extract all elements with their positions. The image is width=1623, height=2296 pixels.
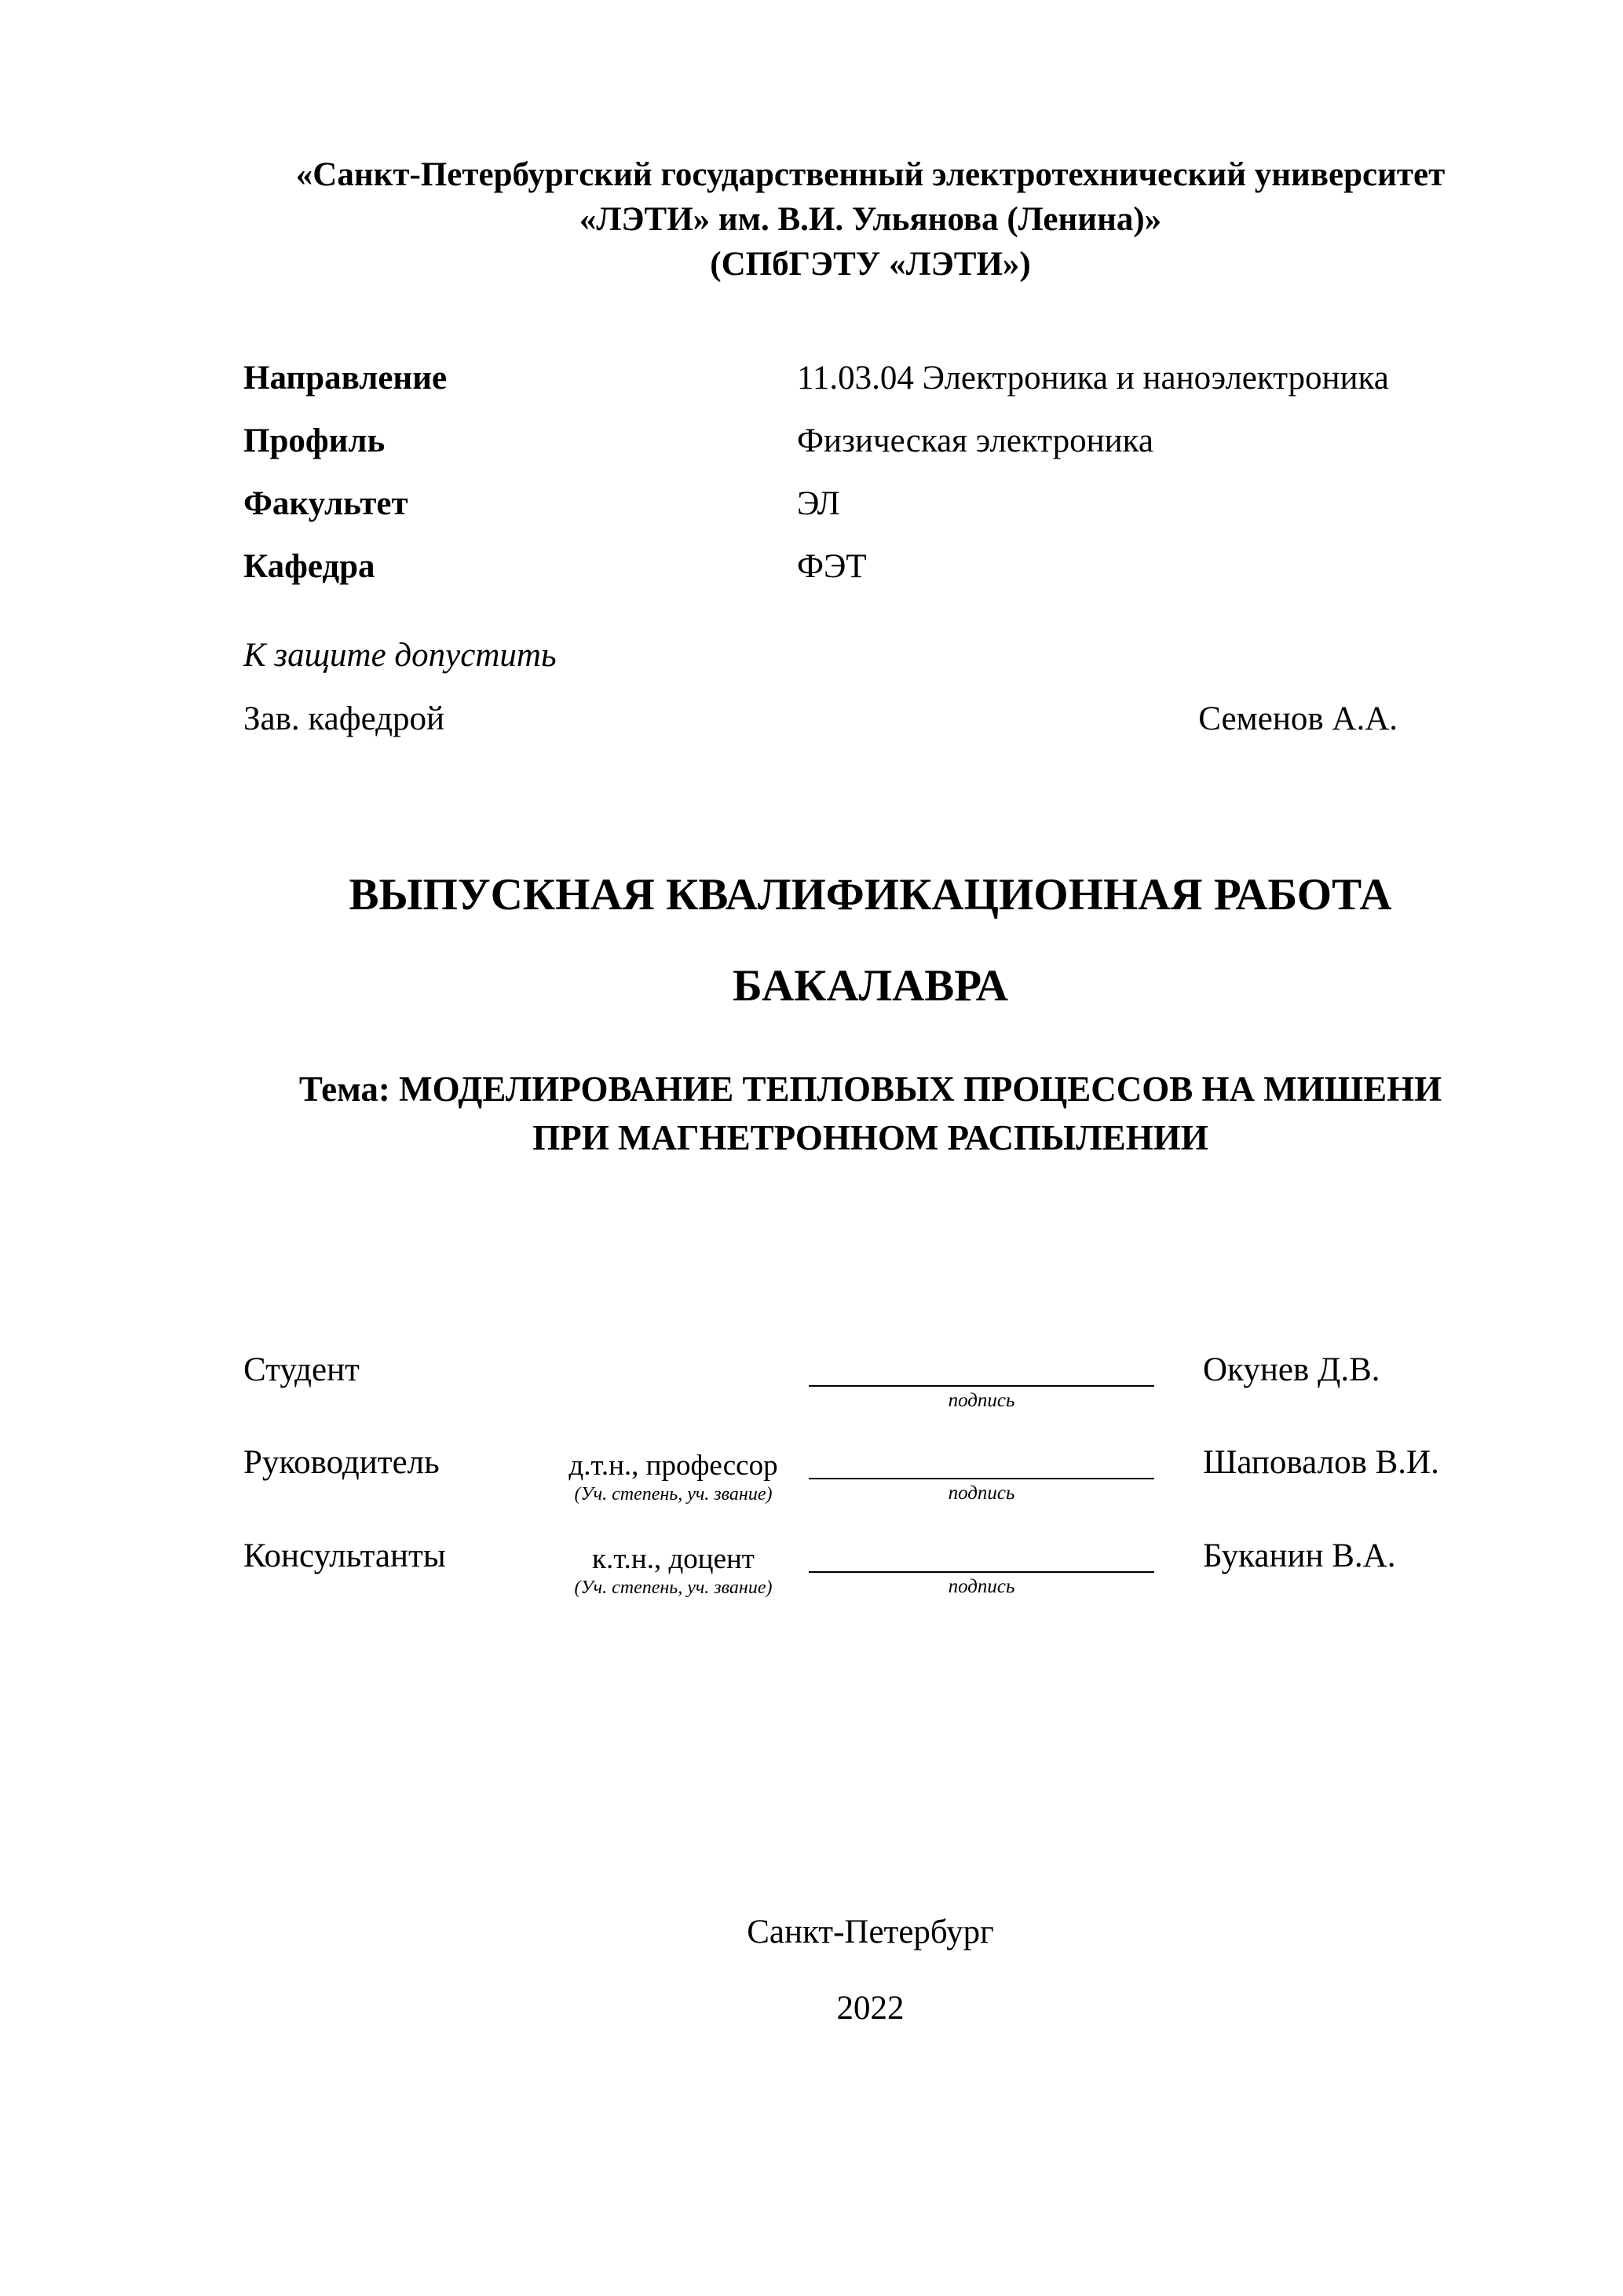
signature-line-note: подпись — [948, 1483, 1015, 1504]
signature-row-consultant — [243, 1537, 1497, 1599]
signature-line-block-consultant — [809, 1537, 1154, 1598]
thesis-topic — [243, 1065, 1497, 1162]
approval-block — [243, 636, 1497, 738]
signature-line — [809, 1443, 1154, 1479]
signature-degree-student — [538, 1351, 809, 1356]
footer-city: Санкт-Петербург — [747, 1914, 994, 1951]
signature-row-supervisor — [243, 1443, 1497, 1505]
footer-year: 2022 — [836, 1990, 905, 2027]
field-label-direction: Направление — [243, 360, 448, 397]
footer-block — [243, 1913, 1497, 2027]
signature-line-note: подпись — [948, 1390, 1015, 1412]
field-value-faculty: ЭЛ — [797, 485, 840, 523]
signature-line-note: подпись — [948, 1576, 1015, 1598]
signature-row-student — [243, 1351, 1497, 1412]
field-row-direction — [243, 359, 1497, 397]
university-name-line-2: «ЛЭТИ» им. В.И. Ульянова (Ленина)» — [579, 200, 1162, 238]
signature-degree-note: (Уч. степень, уч. звание) — [574, 1578, 773, 1599]
thesis-title-line-2: БАКАЛАВРА — [733, 961, 1008, 1011]
field-value-department: ФЭТ — [797, 548, 867, 586]
signature-line — [809, 1351, 1154, 1387]
field-label-profile: Профиль — [243, 422, 386, 460]
signature-section — [243, 1351, 1497, 1599]
signature-line-block-student — [809, 1351, 1154, 1412]
field-label-department: Кафедра — [243, 548, 375, 586]
field-row-profile — [243, 422, 1497, 460]
signature-line-block-supervisor — [809, 1443, 1154, 1504]
field-value-profile: Физическая электроника — [797, 422, 1153, 460]
signature-line — [809, 1537, 1154, 1573]
thesis-topic-line-1: Тема: МОДЕЛИРОВАНИЕ ТЕПЛОВЫХ ПРОЦЕССОВ НА МИШЕНИ — [298, 1069, 1442, 1109]
signature-degree-supervisor — [538, 1443, 809, 1505]
approval-name: Семенов А.А. — [1198, 700, 1398, 738]
university-abbreviation: (СПбГЭТУ «ЛЭТИ») — [710, 245, 1031, 283]
field-row-department — [243, 547, 1497, 586]
field-row-faculty — [243, 484, 1497, 523]
signature-name-supervisor: Шаповалов В.И. — [1203, 1444, 1439, 1482]
signature-degree-note: (Уч. степень, уч. звание) — [574, 1484, 773, 1505]
thesis-title — [243, 872, 1497, 1010]
signature-role-consultant: Консультанты — [243, 1537, 446, 1575]
approval-row — [243, 700, 1497, 738]
university-name-line-1: «Санкт-Петербургский государственный электротехнический университет — [295, 156, 1446, 193]
field-value-direction: 11.03.04 Электроника и наноэлектроника — [797, 360, 1389, 397]
signature-degree-text: к.т.н., доцент — [592, 1543, 755, 1576]
signature-role-student: Студент — [243, 1351, 360, 1389]
signature-degree-consultant — [538, 1537, 809, 1599]
thesis-title-line-1: ВЫПУСКНАЯ КВАЛИФИКАЦИОННАЯ РАБОТА — [349, 870, 1392, 920]
signature-degree-text: д.т.н., профессор — [568, 1450, 778, 1483]
field-label-faculty: Факультет — [243, 485, 408, 523]
approval-role: Зав. кафедрой — [243, 700, 445, 738]
program-fields — [243, 359, 1497, 586]
signature-name-student: Окунев Д.В. — [1203, 1351, 1380, 1389]
approval-allow-text: К защите допустить — [243, 637, 557, 675]
signature-name-consultant: Буканин В.А. — [1203, 1537, 1396, 1575]
university-header — [243, 153, 1497, 287]
signature-role-supervisor: Руководитель — [243, 1444, 440, 1482]
thesis-topic-line-2: ПРИ МАГНЕТРОННОМ РАСПЫЛЕНИИ — [532, 1118, 1208, 1158]
